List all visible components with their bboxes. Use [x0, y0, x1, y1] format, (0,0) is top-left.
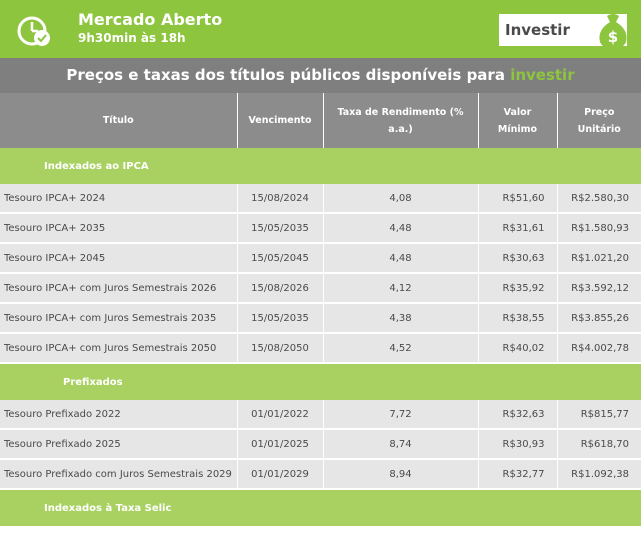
table-row[interactable]	[0, 243, 641, 273]
column-header-preco-unitario[interactable]: Preço Unitário	[557, 93, 641, 148]
cell-preco: R$1.092,38	[557, 459, 641, 489]
cell-minimo: R$40,02	[478, 333, 557, 363]
column-header-taxa[interactable]: Taxa de Rendimento (% a.a.)	[323, 93, 478, 148]
cell-taxa: 4,12	[323, 273, 478, 303]
table-row[interactable]	[0, 459, 641, 489]
table-body	[0, 148, 641, 526]
cell-vencimento: 15/05/2035	[237, 303, 323, 333]
cell-minimo: R$31,61	[478, 213, 557, 243]
cell-vencimento: 15/05/2045	[237, 243, 323, 273]
cell-titulo: Tesouro Prefixado com Juros Semestrais 2029	[0, 459, 237, 489]
cell-minimo: R$30,63	[478, 243, 557, 273]
cell-minimo: R$38,55	[478, 303, 557, 333]
cell-taxa: 7,72	[323, 400, 478, 429]
cell-taxa: 4,48	[323, 243, 478, 273]
cell-vencimento: 01/01/2022	[237, 400, 323, 429]
bonds-table	[0, 93, 641, 526]
cell-vencimento: 15/08/2026	[237, 273, 323, 303]
cell-vencimento: 15/08/2050	[237, 333, 323, 363]
cell-minimo: R$32,63	[478, 400, 557, 429]
cell-minimo: R$35,92	[478, 273, 557, 303]
cell-preco: R$3.592,12	[557, 273, 641, 303]
clock-icon	[17, 14, 51, 48]
top-bar	[0, 0, 641, 58]
cell-preco: R$2.580,30	[557, 184, 641, 213]
cell-preco: R$3.855,26	[557, 303, 641, 333]
cell-taxa: 4,38	[323, 303, 478, 333]
cell-minimo: R$30,93	[478, 429, 557, 459]
group-row	[0, 489, 641, 526]
cell-vencimento: 01/01/2025	[237, 429, 323, 459]
cell-titulo: Tesouro Prefixado 2025	[0, 429, 237, 459]
cell-preco: R$618,70	[557, 429, 641, 459]
cell-minimo: R$32,77	[478, 459, 557, 489]
cell-preco: R$4.002,78	[557, 333, 641, 363]
invest-button-label: Investir	[505, 21, 570, 39]
group-label: Indexados à Taxa Selic	[0, 489, 641, 526]
cell-taxa: 4,48	[323, 213, 478, 243]
cell-taxa: 8,94	[323, 459, 478, 489]
invest-button[interactable]	[499, 14, 627, 46]
cell-titulo: Tesouro IPCA+ 2035	[0, 213, 237, 243]
group-label: Indexados ao IPCA	[0, 148, 641, 184]
money-bag-icon	[595, 10, 631, 50]
cell-preco: R$815,77	[557, 400, 641, 429]
cell-vencimento: 15/05/2035	[237, 213, 323, 243]
market-status-title: Mercado Aberto	[78, 10, 223, 29]
cell-titulo: Tesouro IPCA+ 2024	[0, 184, 237, 213]
cell-taxa: 4,08	[323, 184, 478, 213]
market-hours: 9h30min às 18h	[78, 31, 186, 45]
table-row[interactable]	[0, 273, 641, 303]
page-title-text: Preços e taxas dos títulos públicos disponíveis para	[66, 66, 505, 84]
page-title-highlight: investir	[510, 66, 575, 84]
table-row[interactable]	[0, 184, 641, 213]
group-label: Prefixados	[0, 363, 641, 400]
table-row[interactable]	[0, 400, 641, 429]
table-header-row	[0, 93, 641, 148]
column-header-valor-minimo[interactable]: Valor Mínimo	[478, 93, 557, 148]
table-row[interactable]	[0, 303, 641, 333]
group-row	[0, 148, 641, 184]
table-row[interactable]	[0, 213, 641, 243]
cell-titulo: Tesouro IPCA+ com Juros Semestrais 2035	[0, 303, 237, 333]
cell-titulo: Tesouro Prefixado 2022	[0, 400, 237, 429]
group-row	[0, 363, 641, 400]
cell-taxa: 8,74	[323, 429, 478, 459]
table-row[interactable]	[0, 429, 641, 459]
cell-preco: R$1.580,93	[557, 213, 641, 243]
page-title	[0, 58, 641, 93]
table-row[interactable]	[0, 333, 641, 363]
column-header-titulo[interactable]: Título	[0, 93, 237, 148]
cell-vencimento: 01/01/2029	[237, 459, 323, 489]
cell-taxa: 4,52	[323, 333, 478, 363]
cell-minimo: R$51,60	[478, 184, 557, 213]
cell-titulo: Tesouro IPCA+ com Juros Semestrais 2050	[0, 333, 237, 363]
cell-vencimento: 15/08/2024	[237, 184, 323, 213]
cell-preco: R$1.021,20	[557, 243, 641, 273]
cell-titulo: Tesouro IPCA+ 2045	[0, 243, 237, 273]
column-header-vencimento[interactable]: Vencimento	[237, 93, 323, 148]
svg-text:$: $	[607, 28, 619, 46]
cell-titulo: Tesouro IPCA+ com Juros Semestrais 2026	[0, 273, 237, 303]
